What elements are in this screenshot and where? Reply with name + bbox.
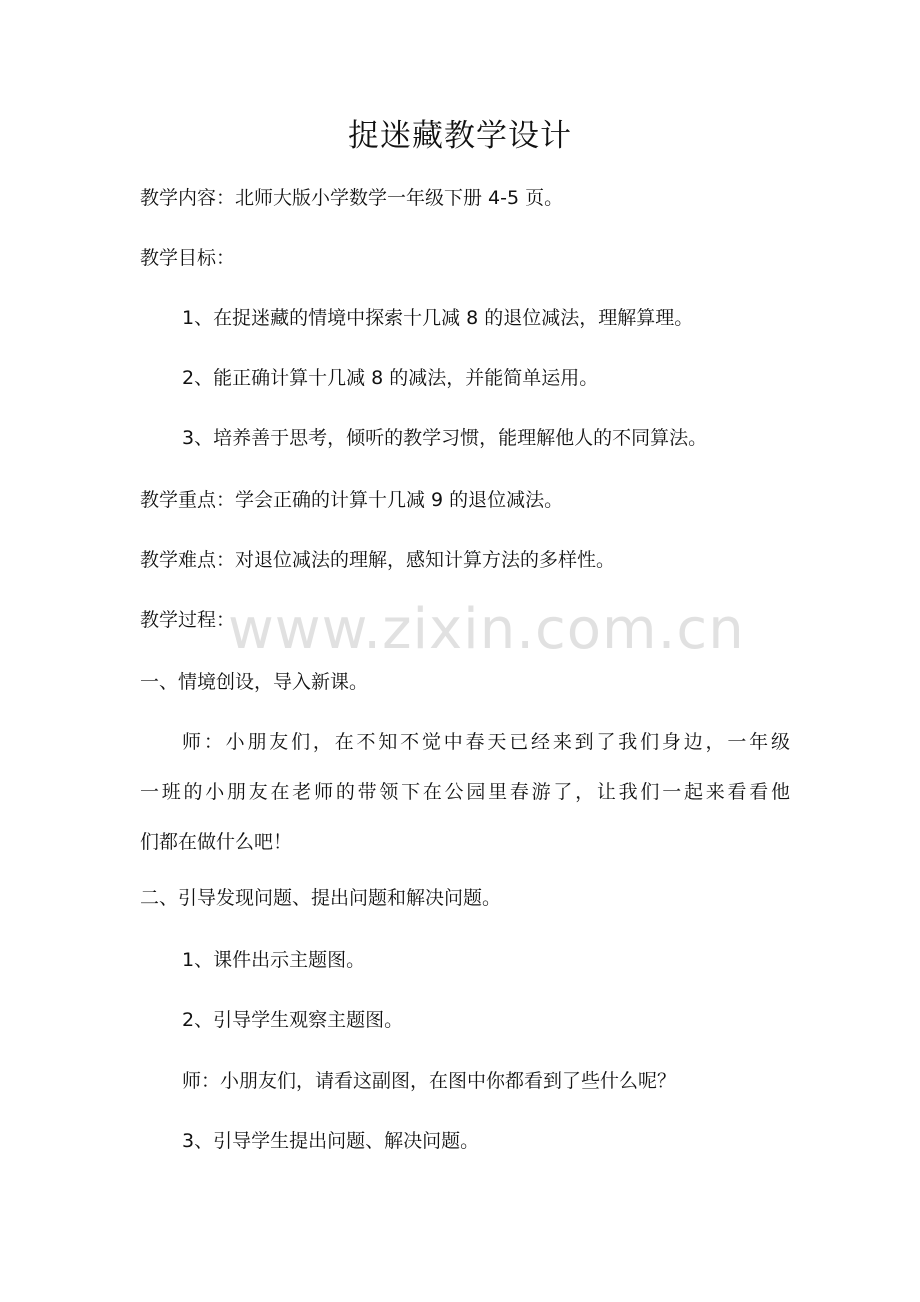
section-one-heading: 一、情境创设，导入新课。 [140, 671, 369, 693]
process-heading: 教学过程： [140, 609, 236, 631]
step-item-1: 1、课件出示主题图。 [182, 949, 366, 971]
document-title: 捉迷藏教学设计 [348, 118, 572, 154]
teacher-question-line: 师：小朋友们，请看这副图，在图中你都看到了些什么呢？ [182, 1070, 677, 1092]
teacher-intro-line-3: 们都在做什么吧！ [140, 831, 293, 853]
section-two-heading: 二、引导发现问题、提出问题和解决问题。 [140, 887, 502, 909]
objective-item-1: 1、在捉迷藏的情境中探索十几减 8 的退位减法，理解算理。 [182, 307, 694, 329]
key-point-line: 教学重点：学会正确的计算十几减 9 的退位减法。 [140, 489, 564, 511]
objective-item-2: 2、能正确计算十几减 8 的减法，并能简单运用。 [182, 367, 599, 389]
teacher-intro-line-1: 师：小朋友们，在不知不觉中春天已经来到了我们身边，一年级 [182, 731, 790, 753]
objectives-heading: 教学目标： [140, 247, 236, 269]
teacher-intro-line-2: 一班的小朋友在老师的带领下在公园里春游了，让我们一起来看看他 [140, 781, 790, 803]
difficulty-line: 教学难点：对退位减法的理解，感知计算方法的多样性。 [140, 549, 616, 571]
teacher-intro-paragraph [140, 727, 790, 857]
watermark-text: www.zixin.com.cn [228, 597, 745, 662]
objective-item-3: 3、培养善于思考，倾听的教学习惯，能理解他人的不同算法。 [182, 427, 708, 449]
teaching-content-line: 教学内容：北师大版小学数学一年级下册 4-5 页。 [140, 187, 564, 209]
step-item-3: 3、引导学生提出问题、解决问题。 [182, 1130, 480, 1152]
step-item-2: 2、引导学生观察主题图。 [182, 1009, 404, 1031]
